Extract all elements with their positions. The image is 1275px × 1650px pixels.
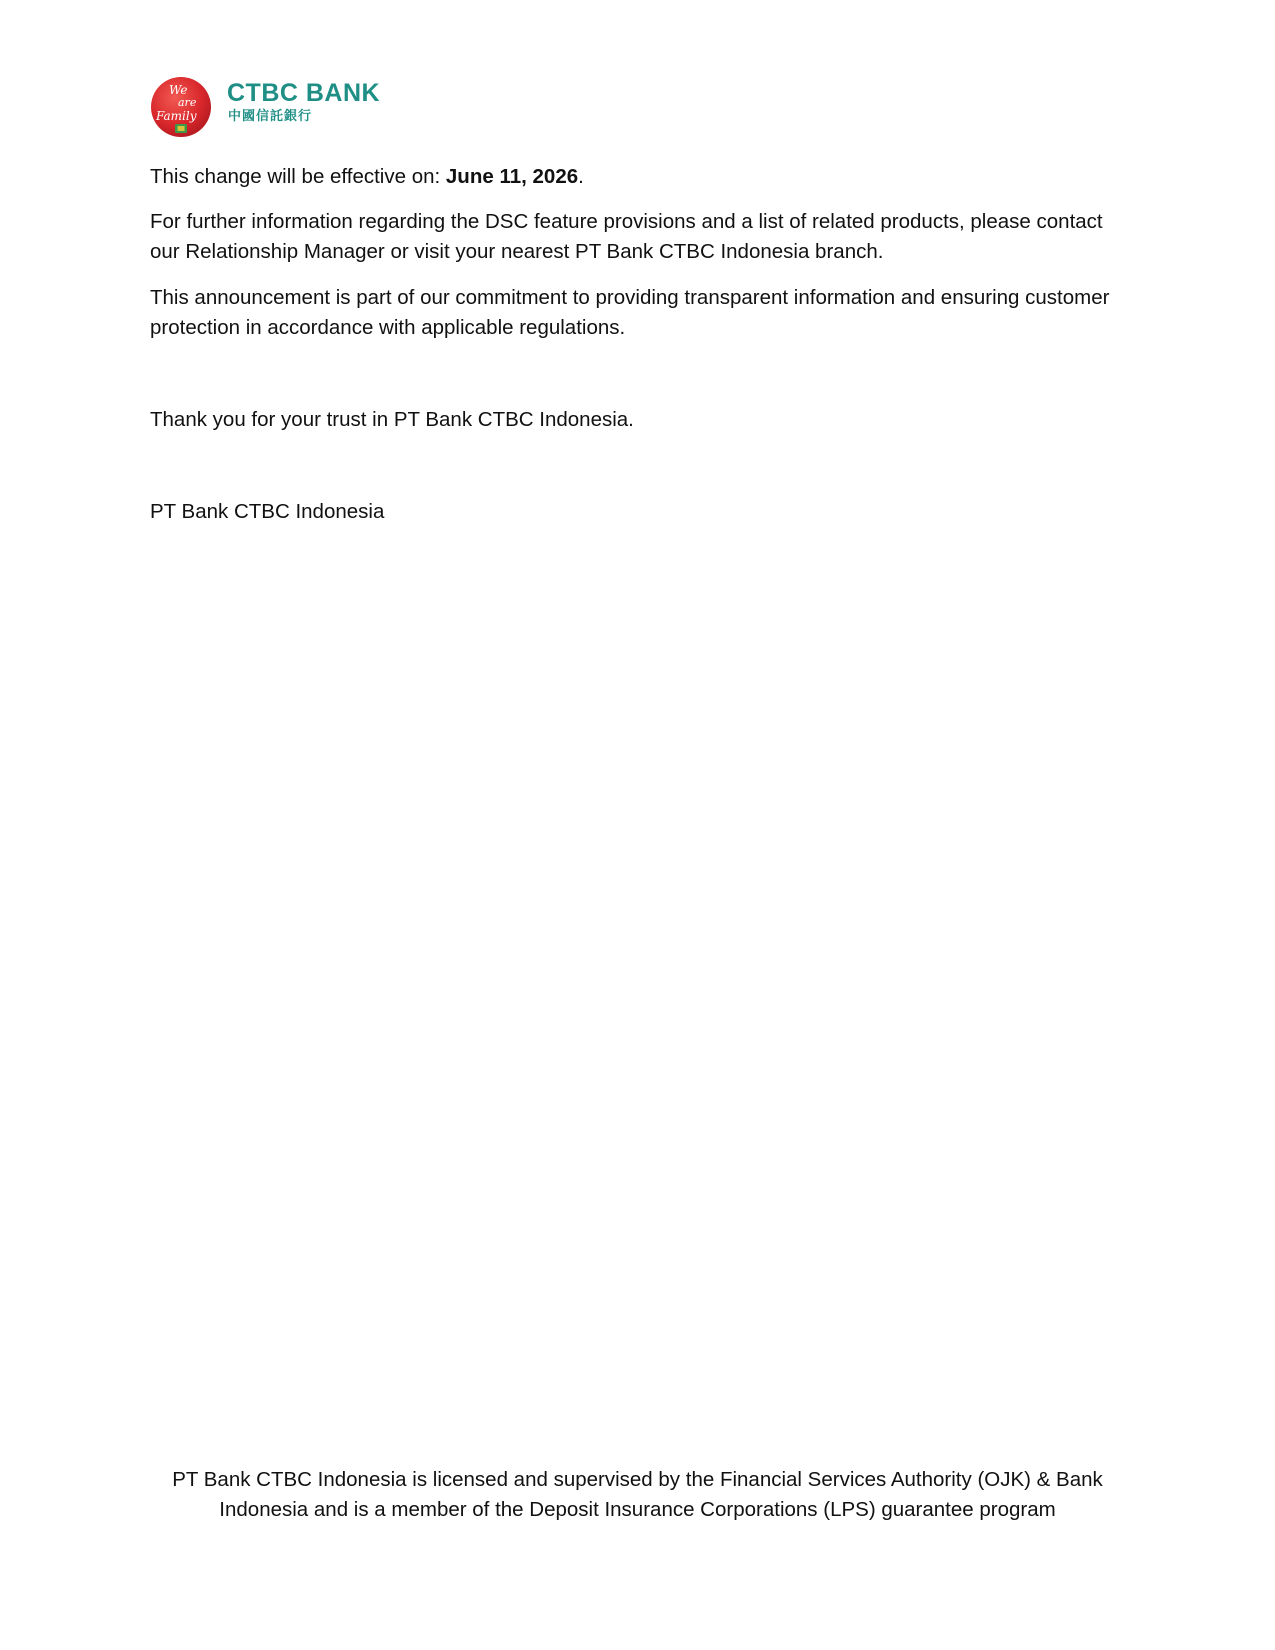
footer-line-2: Indonesia and is a member of the Deposit Insurance Corporations (LPS) guarantee program xyxy=(219,1498,1056,1521)
we-are-family-seal-icon xyxy=(150,76,212,138)
ctbc-bank-logo xyxy=(150,76,380,138)
brand-name: CTBC BANK xyxy=(227,79,381,107)
effective-suffix: . xyxy=(578,165,584,188)
thanks-paragraph: Thank you for your trust in PT Bank CTBC Indonesia. xyxy=(150,408,634,431)
signature: PT Bank CTBC Indonesia xyxy=(150,500,385,523)
svg-text:Family: Family xyxy=(156,109,197,123)
info-paragraph: For further information regarding the DSC feature provisions and a list of related products, please contact our Relationship Manager or visit your nearest PT Bank CTBC Indonesia branch. xyxy=(150,210,1103,263)
logo-text xyxy=(227,78,381,134)
svg-text:We: We xyxy=(169,83,188,97)
commitment-paragraph: This announcement is part of our commitment to providing transparent information and ensuring customer protection in accordance with applicable regulations. xyxy=(150,286,1110,339)
letter-body xyxy=(150,162,1110,543)
brand-subtitle: 中國信託銀行 xyxy=(228,109,313,124)
svg-text:are: are xyxy=(178,96,197,109)
footer-line-1: PT Bank CTBC Indonesia is licensed and supervised by the Financial Services Authority (OJK) & Bank xyxy=(172,1468,1103,1491)
effective-date-paragraph xyxy=(150,162,1110,192)
effective-date: June 11, 2026 xyxy=(445,165,579,188)
regulatory-footer xyxy=(150,1465,1125,1525)
effective-prefix: This change will be effective on: xyxy=(150,165,446,188)
